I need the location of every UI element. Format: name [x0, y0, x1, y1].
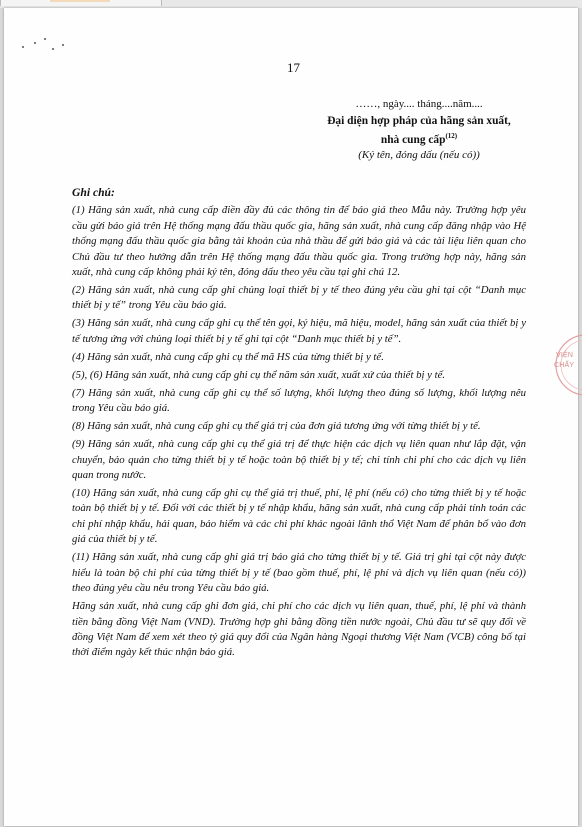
notes-heading: Ghi chú: [72, 186, 115, 199]
viewer-tab-highlight [50, 0, 110, 2]
note-item: (10) Hãng sản xuất, nhà cung cấp ghi cụ thể giá trị thuế, phí, lệ phí (nếu có) cho từng thiết bị y tế hoặc toàn bộ thiết bị y tế. Đối với các thiết bị y tế nhập khẩu, hãng sản xuất, nhà cung cấp phải tính toán các chi phí nhập khẩu, hải quan, bảo hiểm và các chi phí khác ngoài lãnh thổ Việt Nam để phân bổ vào đơn giá của thiết bị y tế. [72, 487, 526, 546]
note-item: (4) Hãng sản xuất, nhà cung cấp ghi cụ thể mã HS của từng thiết bị y tế. [72, 350, 384, 363]
note-item: (5), (6) Hãng sản xuất, nhà cung cấp ghi cụ thể năm sản xuất, xuất xứ của thiết bị y tế. [72, 368, 446, 381]
red-stamp [552, 330, 582, 400]
document-page [4, 8, 578, 826]
page-number: 17 [287, 60, 300, 75]
note-item: (2) Hãng sản xuất, nhà cung cấp ghi chủng loại thiết bị y tế theo đúng yêu cầu ghi tại cột “Danh mục thiết bị y tế” trong Yêu cầu báo giá. [72, 284, 526, 312]
signature-note: (Ký tên, đóng dấu (nếu có)) [358, 149, 480, 161]
note-item: (11) Hãng sản xuất, nhà cung cấp ghi giá trị báo giá cho từng thiết bị y tế. Giá trị ghi tại cột này được hiểu là toàn bộ chi phí của từng thiết bị y tế (bao gồm thuế, phí, lệ phí và dịch vụ liên quan (nếu có)) theo đúng yêu cầu nêu trong Yêu cầu báo giá. [72, 551, 526, 595]
stamp-text-2: CHẤY [554, 362, 575, 369]
signature-date-line: ……, ngày.... tháng....năm.... [355, 98, 483, 110]
note-item: (9) Hãng sản xuất, nhà cung cấp ghi cụ thể giá trị để thực hiện các dịch vụ liên quan như lắp đặt, vận chuyển, bảo quản cho từng thiết bị y tế hoặc toàn bộ thiết bị y tế; chi tính chi phí cho các dịch vụ liên quan trong nước. [72, 438, 526, 482]
note-item: Hãng sản xuất, nhà cung cấp ghi đơn giá, chi phí cho các dịch vụ liên quan, thuế, phí, lệ phí và thành tiền bằng đồng Việt Nam (VND). Trường hợp ghi bằng đồng tiền nước ngoài, Chủ đầu tư sẽ quy đổi về đồng Việt Nam để xem xét theo tỷ giá quy đổi của Ngân hàng Ngoại thương Việt Nam (VCB) công bố tại thời điểm ngày kết thúc nhận báo giá. [72, 600, 526, 659]
scan-specks [22, 36, 72, 56]
stamp-text-1: VIỆN [556, 352, 574, 359]
viewer-toolbar [0, 0, 582, 8]
note-item: (7) Hãng sản xuất, nhà cung cấp ghi cụ thể số lượng, khối lượng theo đúng số lượng, khối lượng nêu trong Yêu cầu báo giá. [72, 386, 526, 415]
notes-section [72, 185, 526, 663]
signature-title-line2 [304, 132, 534, 146]
note-item: (1) Hãng sản xuất, nhà cung cấp điền đầy đủ các thông tin để báo giá theo Mẫu này. Trường hợp yêu cầu gửi báo giá trên Hệ thống mạng đấu thầu quốc gia, hãng sản xuất, nhà cung cấp đăng nhập vào Hệ thống mạng đấu thầu quốc gia bằng tài khoản của nhà thầu để gửi báo giá và các tài liệu liên quan cho Chủ đầu tư theo hướng dẫn trên Hệ thống mạng đấu thầu quốc gia. Trong trường hợp này, hãng sản xuất, nhà cung cấp không phải ký tên, đóng dấu theo yêu cầu tại ghi chú 12. [72, 204, 526, 279]
signature-title-text: nhà cung cấp [380, 133, 446, 146]
note-item: (8) Hãng sản xuất, nhà cung cấp ghi cụ thể giá trị của đơn giá tương ứng với từng thiết bị y tế. [72, 420, 481, 433]
note-item: (3) Hãng sản xuất, nhà cung cấp ghi cụ thể tên gọi, ký hiệu, mã hiệu, model, hãng sản xuất của thiết bị y tế tương ứng với chủng loại thiết bị y tế ghi tại cột “Danh mục thiết bị y tế”. [72, 317, 526, 345]
signature-title-line1: Đại diện hợp pháp của hãng sản xuất, [327, 115, 511, 127]
footnote-ref-12: (12) [445, 132, 458, 140]
